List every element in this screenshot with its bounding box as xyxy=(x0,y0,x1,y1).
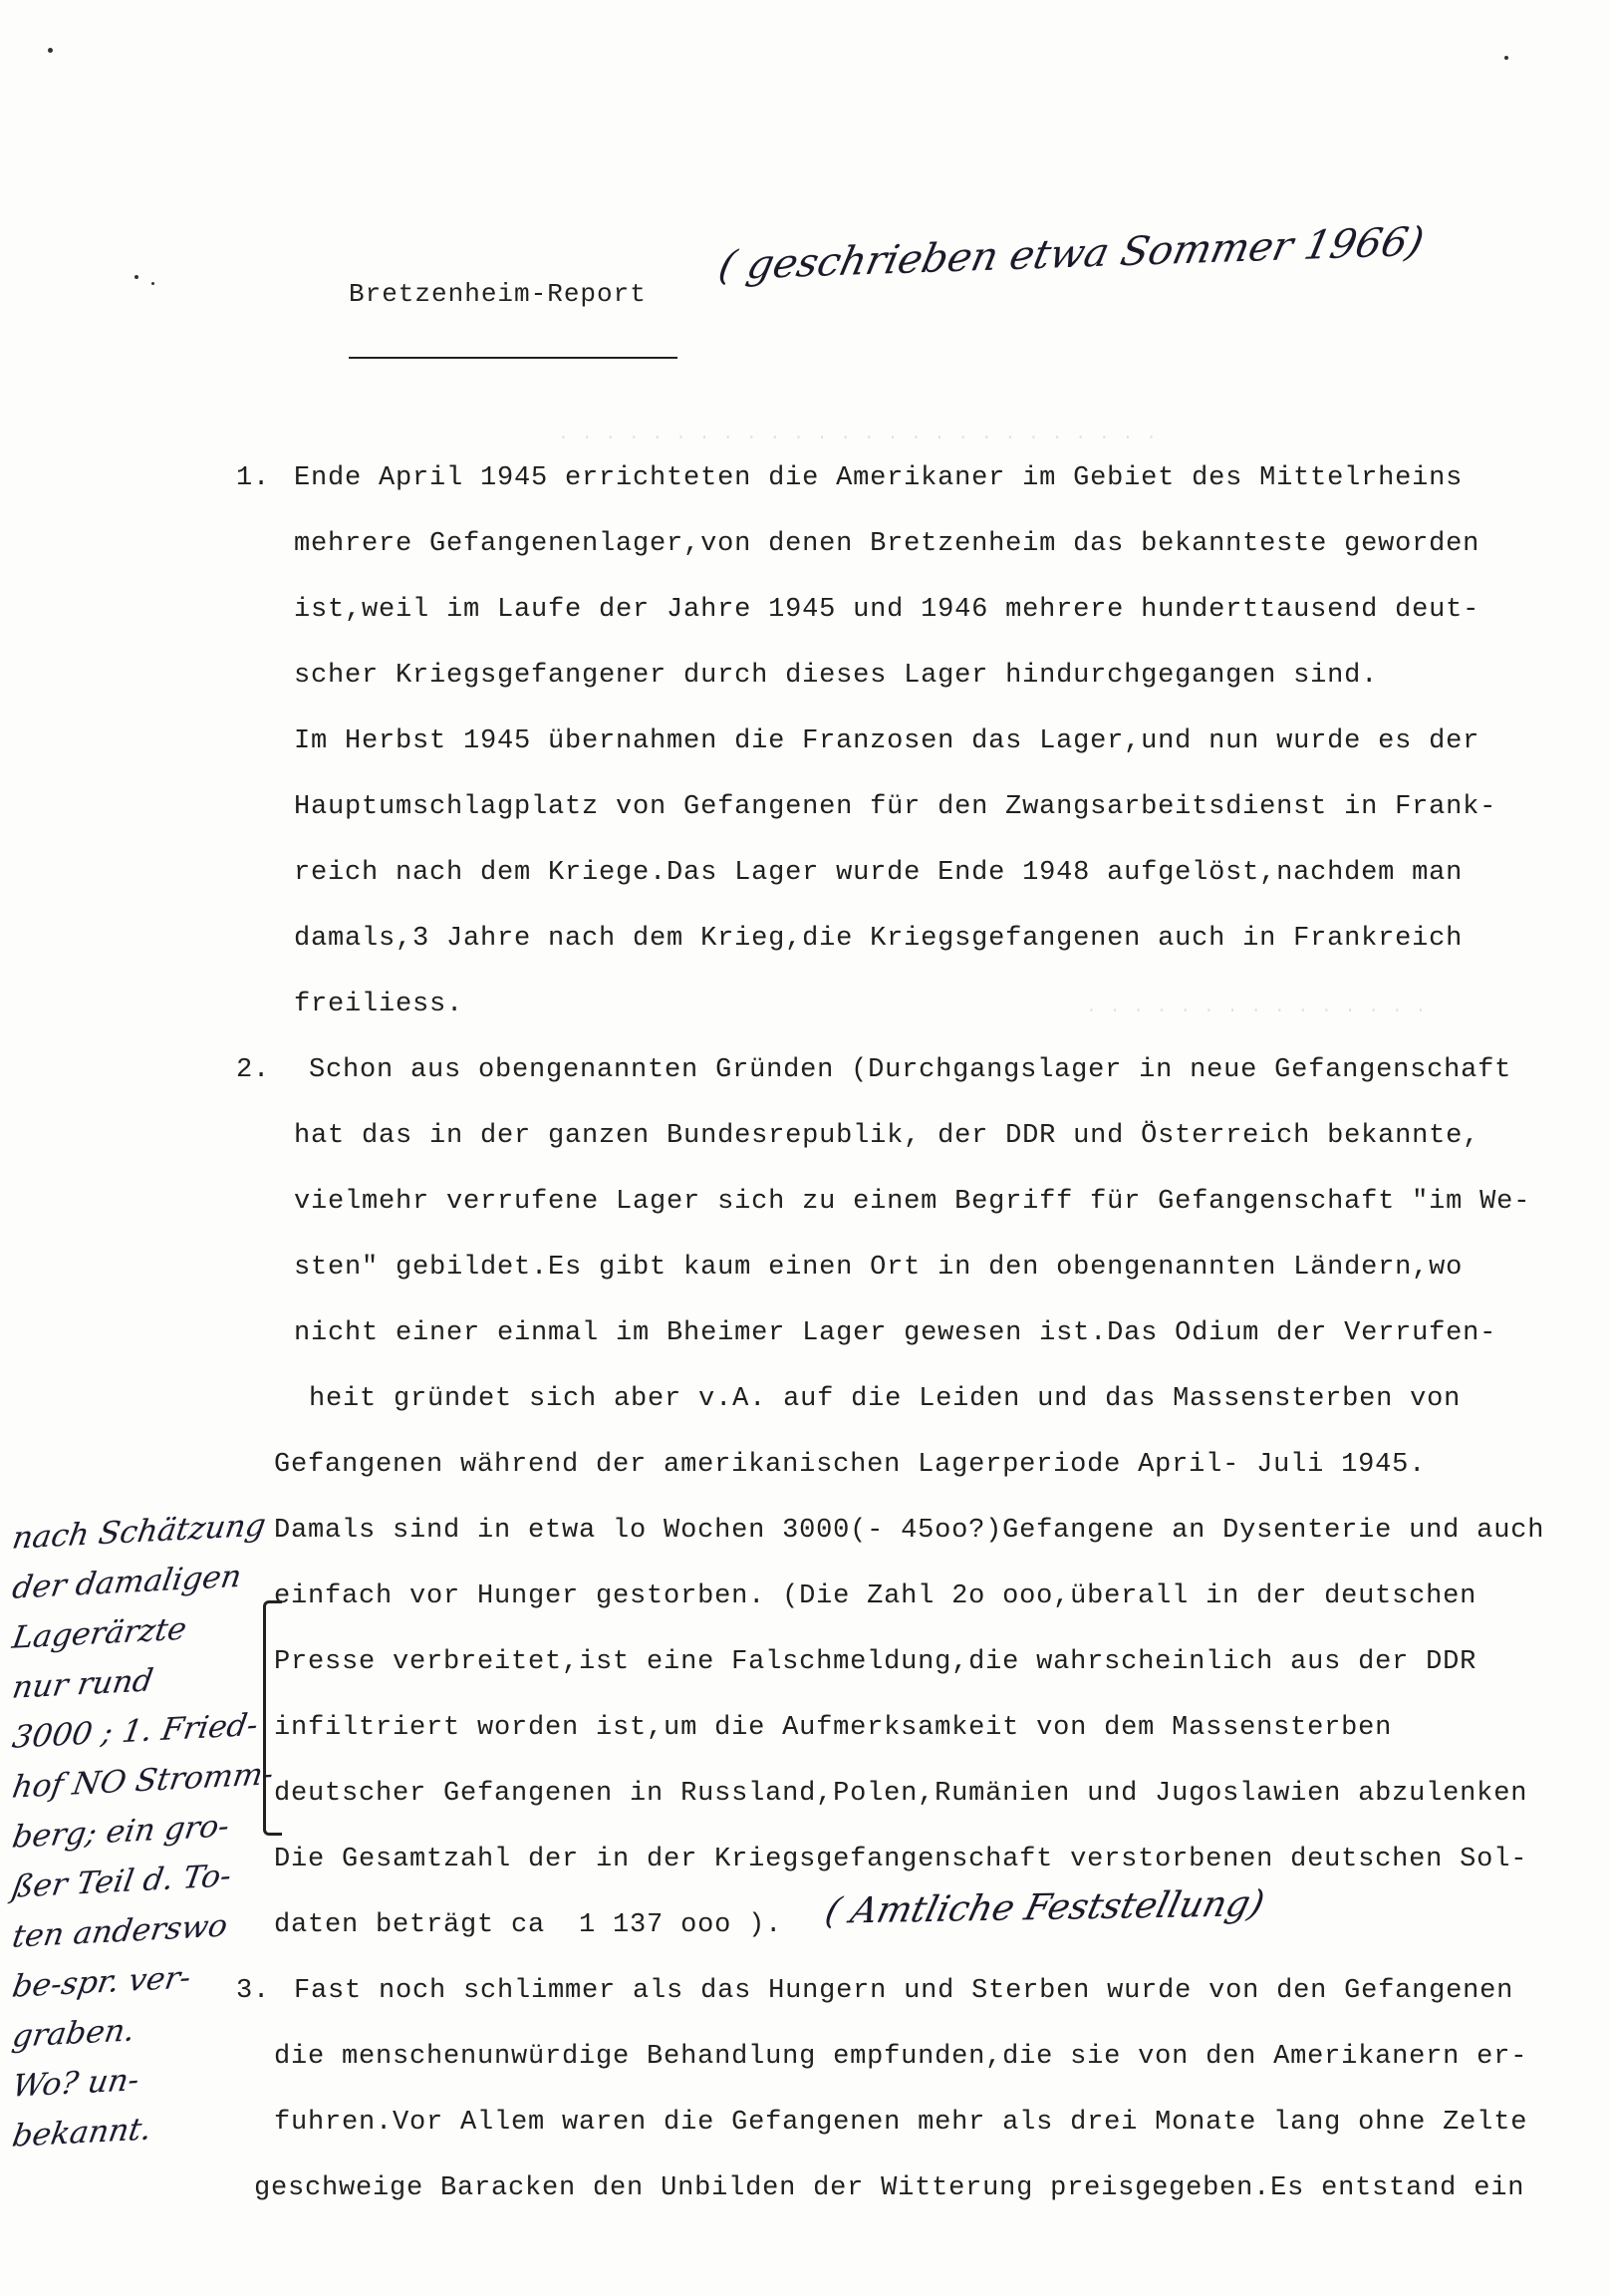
text-line: infiltriert worden ist,um die Aufmerksamkeit von dem Massensterben xyxy=(274,1713,1393,1743)
bleed-through-text: · · · · · · · · · · · · · · · · · · · · · · · · · · xyxy=(558,429,1158,448)
text-line: nicht einer einmal im Bheimer Lager gewesen ist.Das Odium der Verrufen- xyxy=(294,1318,1497,1348)
scan-speck xyxy=(151,282,154,285)
text-line: Schon aus obengenannten Gründen (Durchgangslager in neue Gefangenschaft xyxy=(309,1055,1512,1085)
bleed-through-text: · · · · · · · · · · · · · · · xyxy=(1086,1002,1428,1021)
section-number: 1. xyxy=(236,463,271,493)
margin-note-line: ßer Teil d. To- xyxy=(9,1858,234,1905)
text-line: geschweige Baracken den Unbilden der Witterung preisgegeben.Es entstand ein xyxy=(254,2173,1525,2203)
text-line: Damals sind in etwa lo Wochen 3000(- 45oo?)Gefangene an Dysenterie und auch xyxy=(274,1516,1545,1546)
margin-note-line: der damaligen xyxy=(9,1558,244,1606)
margin-note-line: graben. xyxy=(9,2012,137,2055)
text-line: scher Kriegsgefangener durch dieses Lager hindurchgegangen sind. xyxy=(294,661,1379,691)
margin-note-line: Wo? un- xyxy=(9,2062,142,2105)
text-line: deutscher Gefangenen in Russland,Polen,Rumänien und Jugoslawien abzulenken xyxy=(274,1779,1528,1809)
text-line: Im Herbst 1945 übernahmen die Franzosen das Lager,und nun wurde es der xyxy=(294,726,1480,756)
text-line: daten beträgt ca 1 137 ooo ). xyxy=(274,1910,783,1940)
text-line: Fast noch schlimmer als das Hungern und Sterben wurde von den Gefangenen xyxy=(294,1976,1514,2006)
text-line: Ende April 1945 errichteten die Amerikaner im Gebiet des Mittelrheins xyxy=(294,463,1464,493)
text-line: hat das in der ganzen Bundesrepublik, der DDR und Österreich bekannte, xyxy=(294,1121,1480,1151)
scan-speck xyxy=(1504,56,1508,60)
section-number: 2. xyxy=(236,1055,271,1085)
text-line: damals,3 Jahre nach dem Krieg,die Kriegsgefangenen auch in Frankreich xyxy=(294,924,1464,954)
scan-speck xyxy=(134,275,138,279)
margin-note-line: nach Schätzung xyxy=(9,1507,269,1557)
text-line: fuhren.Vor Allem waren die Gefangenen mehr als drei Monate lang ohne Zelte xyxy=(274,2108,1528,2138)
section-number: 3. xyxy=(236,1976,271,2006)
text-line: Die Gesamtzahl der in der Kriegsgefangenschaft verstorbenen deutschen Sol- xyxy=(274,1845,1528,1874)
margin-note-line: be-spr. ver- xyxy=(9,1959,194,2005)
text-line: die menschenunwürdige Behandlung empfunden,die sie von den Amerikanern er- xyxy=(274,2042,1528,2072)
text-line: ist,weil im Laufe der Jahre 1945 und 1946 mehrere hunderttausend deut- xyxy=(294,595,1480,625)
scan-speck xyxy=(48,48,53,53)
text-line: sten" gebildet.Es gibt kaum einen Ort in den obengenannten Ländern,wo xyxy=(294,1253,1464,1283)
margin-note-line: 3000 ; 1. Fried- xyxy=(9,1707,261,1756)
text-line: Gefangenen während der amerikanischen Lagerperiode April- Juli 1945. xyxy=(274,1450,1427,1480)
document-title: Bretzenheim-Report xyxy=(349,279,647,309)
text-line: Presse verbreitet,ist eine Falschmeldung,die wahrscheinlich aus der DDR xyxy=(274,1647,1477,1677)
text-line: heit gründet sich aber v.A. auf die Leiden und das Massensterben von xyxy=(309,1384,1462,1414)
margin-note-line: bekannt. xyxy=(9,2111,154,2154)
margin-note-line: berg; ein gro- xyxy=(9,1808,232,1856)
text-line: mehrere Gefangenenlager,von denen Bretzenheim das bekannteste geworden xyxy=(294,529,1480,559)
text-line: einfach vor Hunger gestorben. (Die Zahl 2o ooo,überall in der deutschen xyxy=(274,1581,1477,1611)
text-line: freiliess. xyxy=(294,990,464,1019)
text-line: vielmehr verrufene Lager sich zu einem Begriff für Gefangenschaft "im We- xyxy=(294,1187,1531,1217)
text-line: Hauptumschlagplatz von Gefangenen für den Zwangsarbeitsdienst in Frank- xyxy=(294,792,1497,822)
handwritten-margin-note xyxy=(9,1507,276,2154)
margin-note-line: nur rund xyxy=(9,1662,156,1706)
margin-note-line: ten anderswo xyxy=(9,1907,230,1955)
margin-note-line: hof NO Stromm- xyxy=(9,1756,276,1806)
text-line: reich nach dem Kriege.Das Lager wurde Ende 1948 aufgelöst,nachdem man xyxy=(294,858,1464,888)
title-underline xyxy=(349,357,677,359)
margin-note-line: Lagerärzte xyxy=(9,1610,189,1656)
handwritten-date-note: ( geschrieben etwa Sommer 1966) xyxy=(714,218,1429,290)
handwritten-inline-note: ( Amtliche Feststellung) xyxy=(821,1883,1268,1932)
